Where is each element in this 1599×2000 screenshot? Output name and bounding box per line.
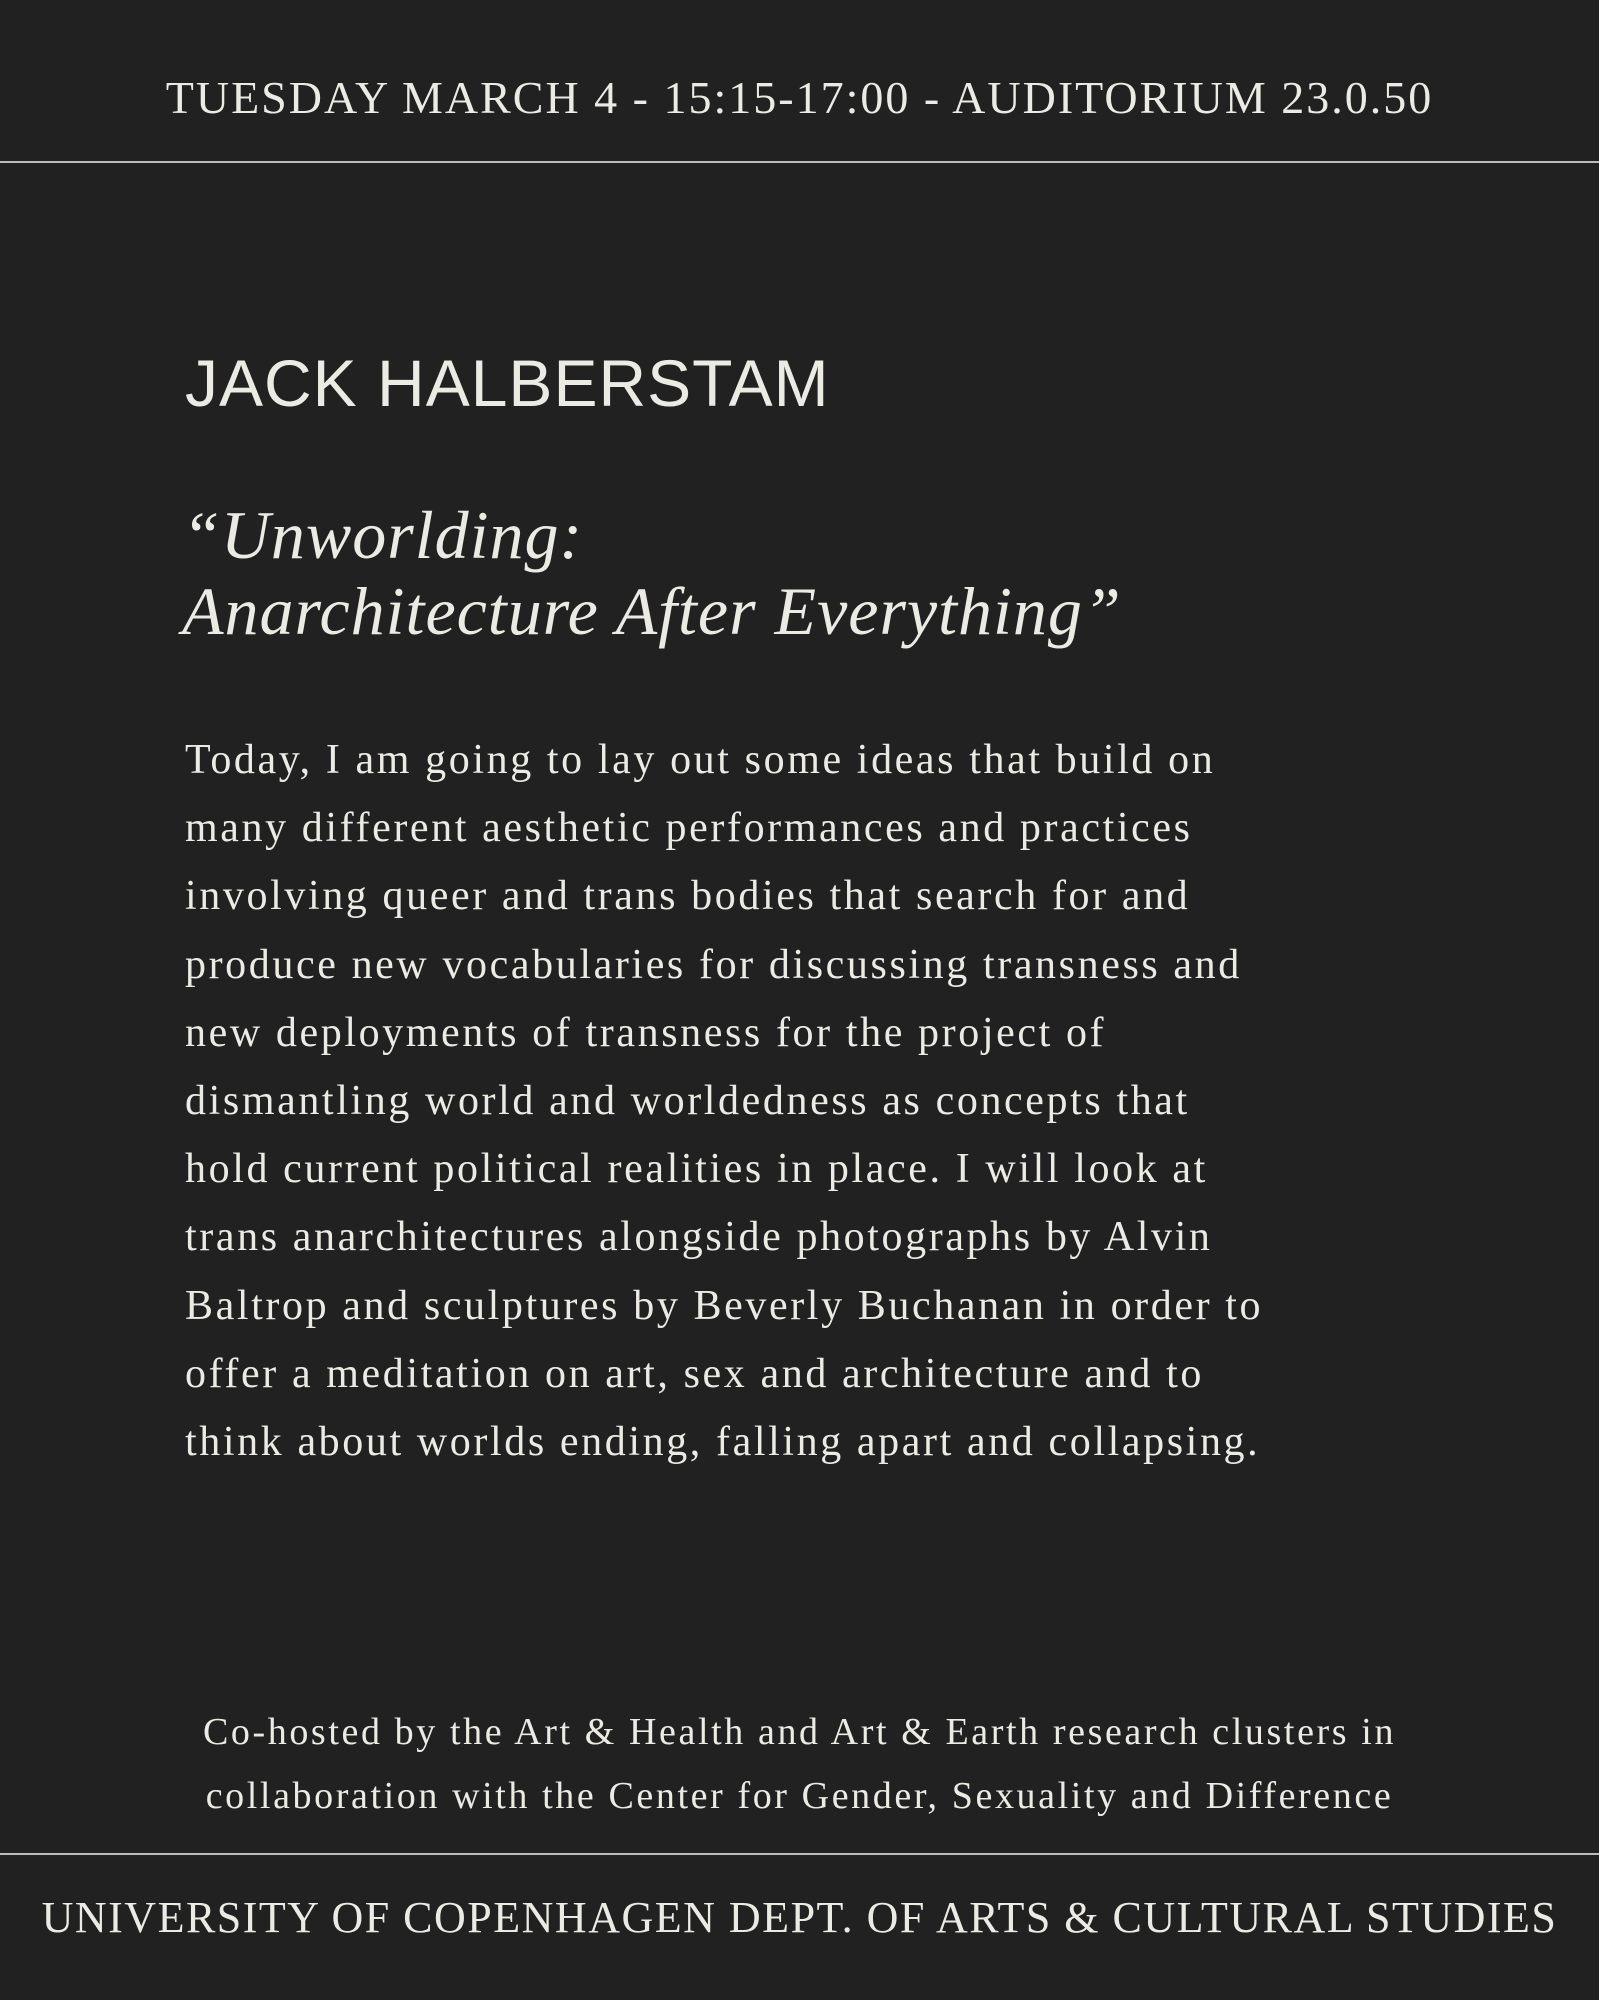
event-info: TUESDAY MARCH 4 - 15:15-17:00 - AUDITORIUM 23.0.50 [165,72,1434,123]
talk-title-line: Anarchitecture After Everything” [182,573,1122,649]
cohost-note [0,1700,1599,1828]
cohost-line: Co-hosted by the Art & Health and Art & Earth research clusters in [202,1711,1397,1753]
abstract-line: trans anarchitectures alongside photographs by Alvin [185,1214,1213,1261]
abstract-line: Today, I am going to lay out some ideas that build on [185,737,1216,783]
abstract-line: involving queer and trans bodies that search for and [185,873,1191,920]
abstract-line: think about worlds ending, falling apart and collapsing. [185,1419,1261,1466]
abstract-line: new deployments of transness for the project of [185,1009,1107,1056]
cohost-line: collaboration with the Center for Gender, Sexuality and Difference [205,1775,1394,1817]
department-name: UNIVERSITY OF COPENHAGEN DEPT. OF ARTS & CULTURAL STUDIES [41,1893,1558,1942]
abstract-line: produce new vocabularies for discussing transness and [185,941,1242,988]
abstract-line: hold current political realities in place. I will look at [185,1146,1208,1193]
abstract-line: offer a meditation on art, sex and architecture and to [185,1350,1204,1397]
abstract-line: dismantling world and worldedness as concepts that [185,1078,1190,1125]
abstract-line: Baltrop and sculptures by Beverly Buchanan in order to [185,1282,1264,1329]
talk-title [182,497,1122,649]
abstract [185,726,1475,1476]
talk-title-line: “Unworlding: [182,497,584,573]
speaker-name: JACK HALBERSTAM [185,346,830,420]
abstract-line: many different aesthetic performances and practices [185,805,1193,852]
